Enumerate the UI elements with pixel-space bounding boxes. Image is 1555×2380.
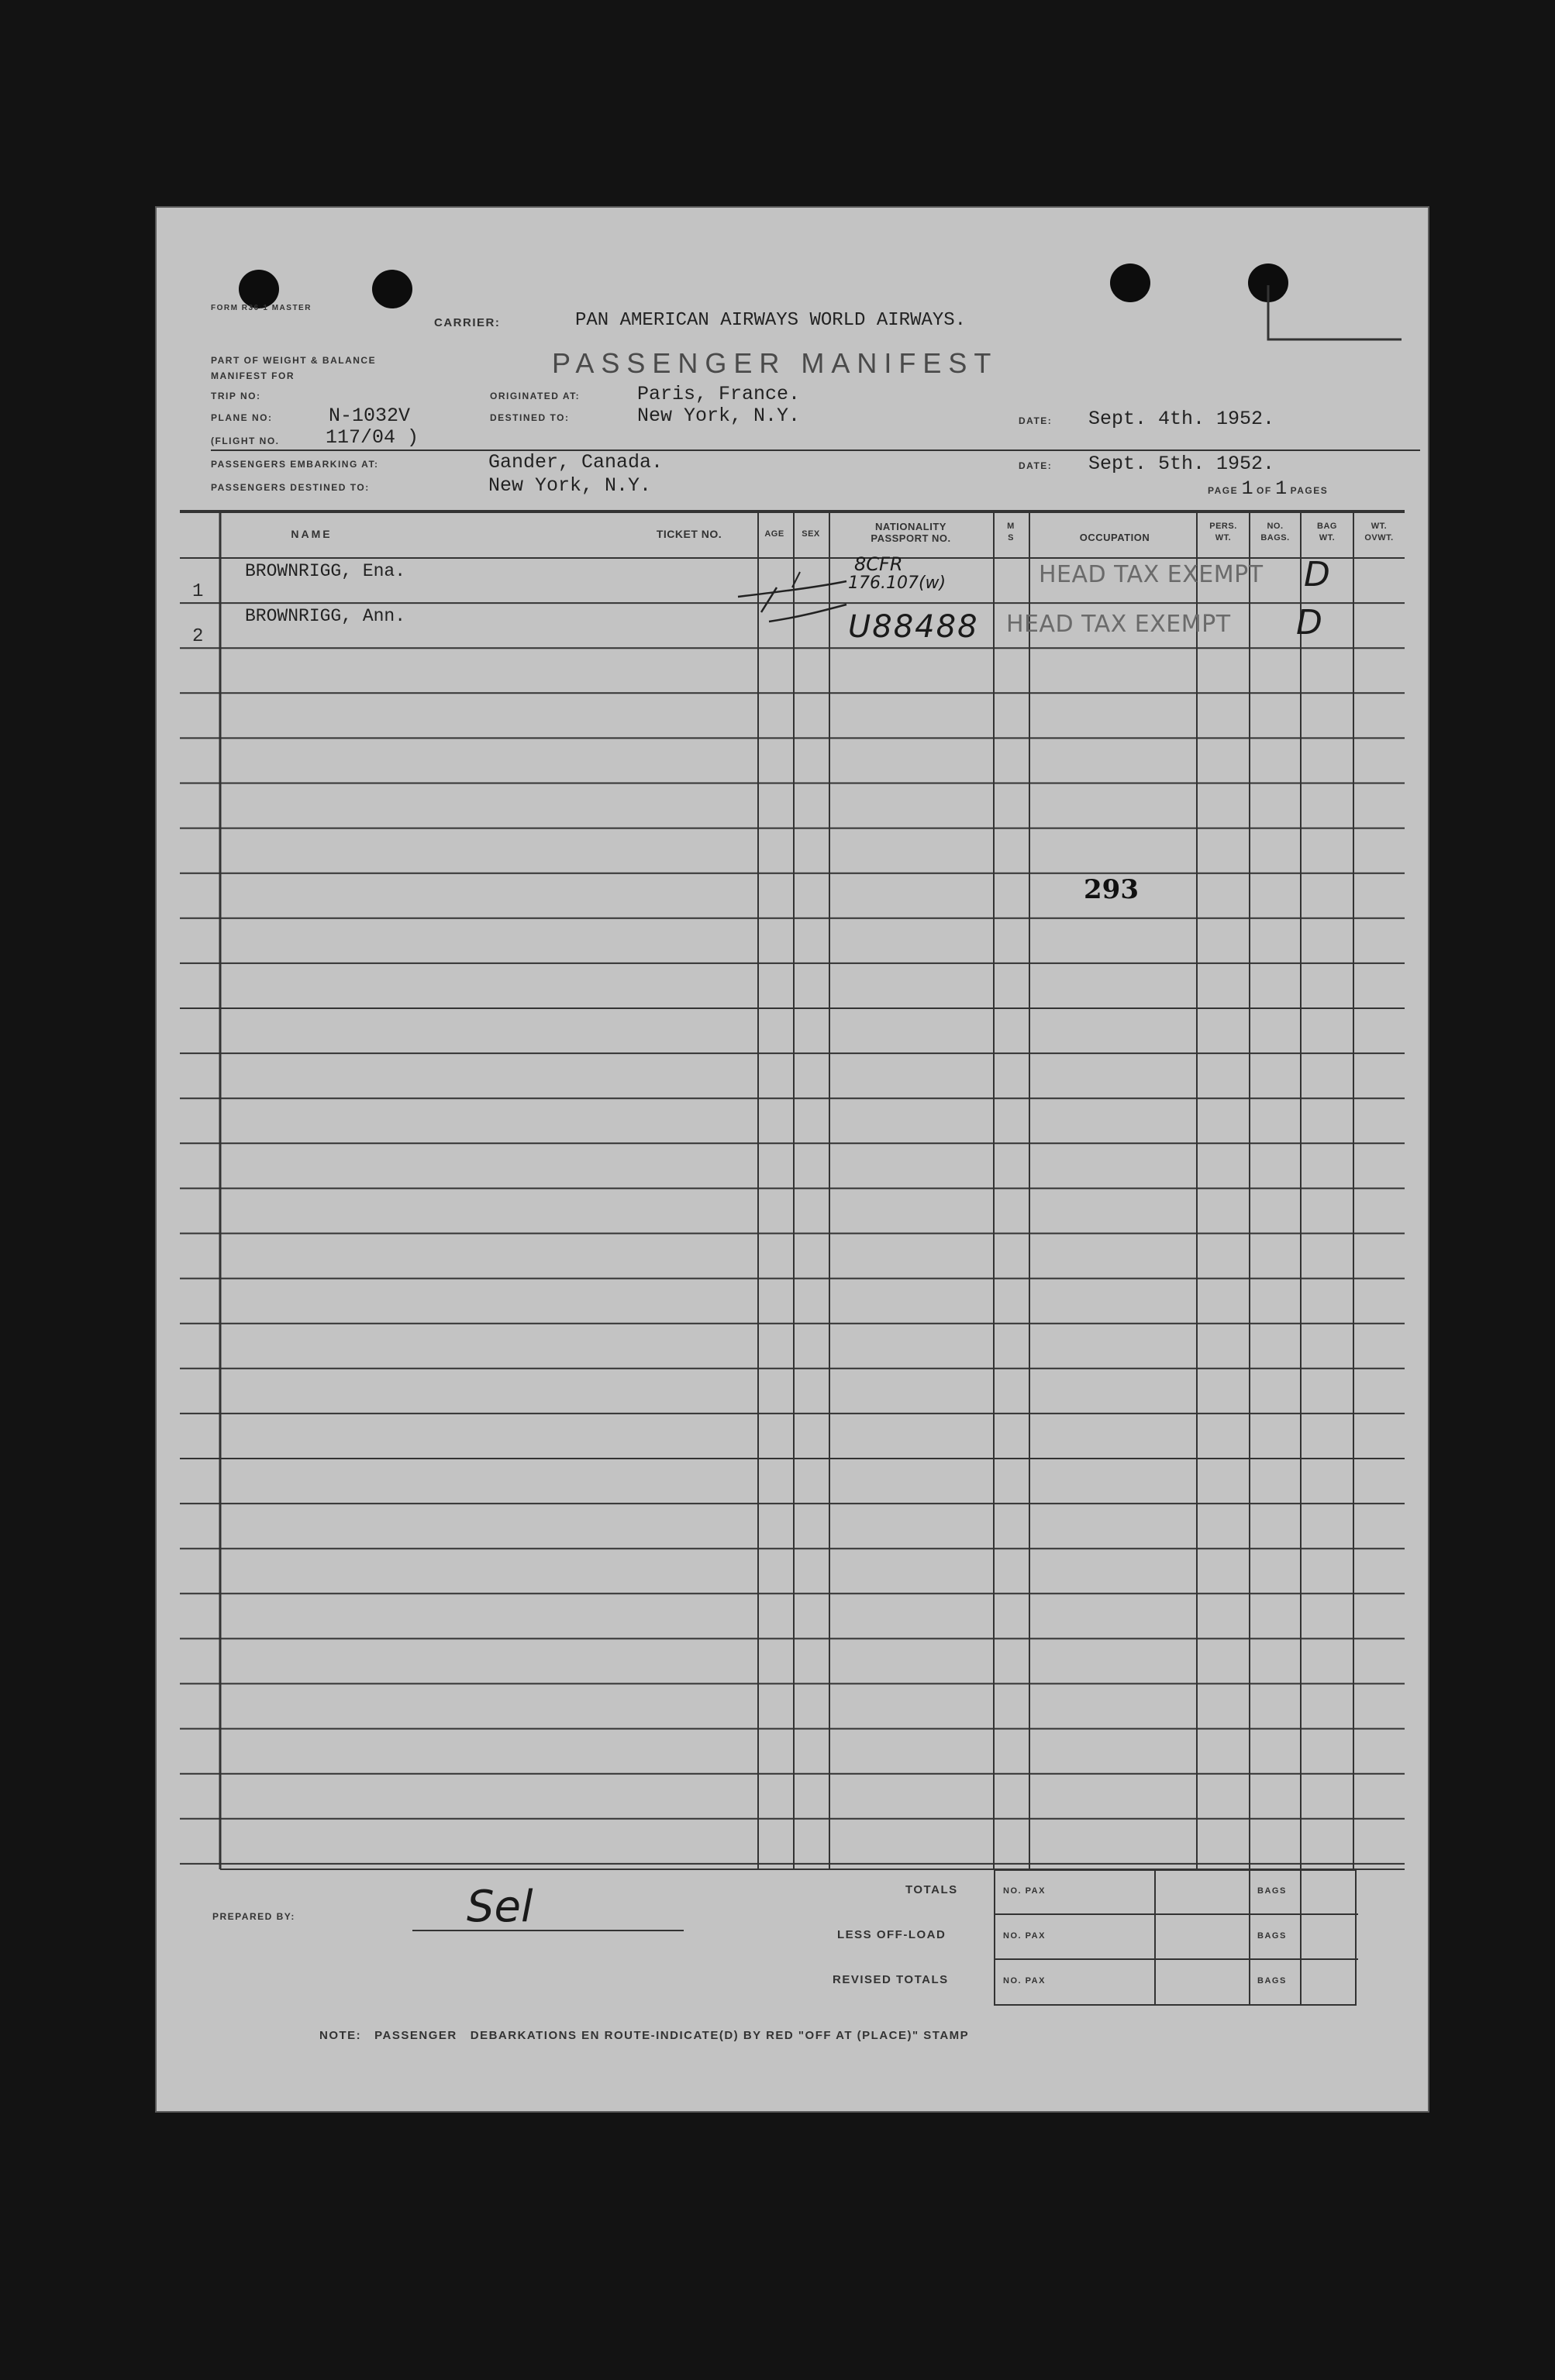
less-nopax: NO. PAX [1003,1931,1046,1941]
pass-destined-label: PASSENGERS DESTINED TO: [211,482,370,493]
less-offload-label: LESS OFF-LOAD [837,1928,946,1941]
date-2: Sept. 5th. 1952. [1088,453,1275,475]
plane-no-label: PLANE NO: [211,412,273,423]
col-bags-line2: BAGS. [1260,533,1290,542]
date-label-2: DATE: [1019,460,1053,471]
originated-label: ORIGINATED AT: [490,391,581,401]
row-2-passport: U88488 [848,609,979,645]
col-bagwt-header [1301,521,1353,544]
col-age-header: AGE [764,529,784,539]
date-label-1: DATE: [1019,415,1053,426]
flight-no-label: (FLIGHT NO. [211,436,280,446]
page-label: PAGE [1208,485,1239,496]
ticket-strike-marks [730,556,854,626]
col-ms-line2: S [1008,533,1014,542]
col-ticket-header: TICKET NO. [656,528,722,540]
col-nationality-line2: PASSPORT NO. [871,532,951,544]
row-1-number: 1 [192,581,204,602]
col-pers-line1: PERS. [1209,522,1237,531]
manifest-sheet [157,208,1428,2111]
col-sex-header: SEX [802,529,820,539]
revised-bags: BAGS [1257,1976,1287,1986]
row-1-occupation-stamp: HEAD TAX EXEMPT [1039,561,1264,588]
totals-box [994,1869,1358,2009]
col-occupation-header: OCCUPATION [1079,532,1150,543]
col-pers-header [1197,521,1250,544]
prepared-by-signature: Sel [467,1882,533,1932]
col-bags-header [1250,521,1301,544]
row-1-bagwt: D [1304,555,1330,594]
page-title: PASSENGER MANIFEST [552,347,998,379]
col-ovwt-line1: WT. [1371,522,1388,531]
carrier-name: PAN AMERICAN AIRWAYS WORLD AIRWAYS. [575,310,967,331]
totals-bags: BAGS [1257,1886,1287,1896]
trip-no-label: TRIP NO: [211,391,261,401]
of-label: OF [1257,485,1272,496]
row-1-passport-line2: 176.107(w) [848,573,946,593]
row-1-name: BROWNRIGG, Ena. [245,561,406,581]
destined-value: New York, N.Y. [637,405,801,427]
row-2-number: 2 [192,626,204,647]
manifest-grid [157,208,1428,2111]
less-bags: BAGS [1257,1931,1287,1941]
col-pers-line2: WT. [1215,533,1232,542]
originated-value: Paris, France. [637,383,801,405]
center-number: 293 [1084,874,1139,905]
footer-note: NOTE: PASSENGER DEBARKATIONS EN ROUTE-INDICATE(D) BY RED "OFF AT (PLACE)" STAMP [319,2029,970,2042]
page-no: 1 [1241,477,1253,500]
col-nationality-line1: NATIONALITY [875,521,946,532]
manifest-for-label: MANIFEST FOR [211,370,295,381]
col-nationality-header [831,521,991,544]
totals-label: TOTALS [905,1883,958,1896]
row-2-bagwt: D [1296,603,1322,642]
col-ovwt-header [1353,521,1405,544]
col-ovwt-line2: OVWT. [1364,533,1394,542]
revised-totals-label: REVISED TOTALS [833,1973,949,1986]
prepared-by-label: PREPARED BY: [212,1911,295,1922]
embarking-value: Gander, Canada. [488,451,664,474]
flight-no-value: 117/04 ) [326,426,419,449]
col-bagwt-line1: BAG [1317,522,1337,531]
carrier-label: CARRIER: [434,316,501,329]
row-1-passport-line1: 8CFR [854,553,903,575]
row-2-occupation-stamp: HEAD TAX EXEMPT [1006,611,1231,638]
col-bagwt-line2: WT. [1319,533,1336,542]
col-ms-line1: M [1007,522,1015,531]
signature-line [412,1930,691,1933]
destined-label: DESTINED TO: [490,412,570,423]
part-of-label: PART OF WEIGHT & BALANCE [211,355,377,366]
col-name-header: NAME [291,528,333,540]
date-1: Sept. 4th. 1952. [1088,408,1275,430]
col-bags-line1: NO. [1267,522,1284,531]
page-total: 1 [1275,477,1288,500]
pages-label: PAGES [1290,485,1329,496]
plane-no-value: N-1032V [329,405,411,427]
row-2-name: BROWNRIGG, Ann. [245,606,406,626]
embarking-label: PASSENGERS EMBARKING AT: [211,459,379,470]
revised-nopax: NO. PAX [1003,1976,1046,1986]
col-ms-header [994,521,1028,544]
totals-nopax: NO. PAX [1003,1886,1046,1896]
form-number: FORM R36-1 MASTER [211,304,312,312]
pass-destined-value: New York, N.Y. [488,474,652,497]
